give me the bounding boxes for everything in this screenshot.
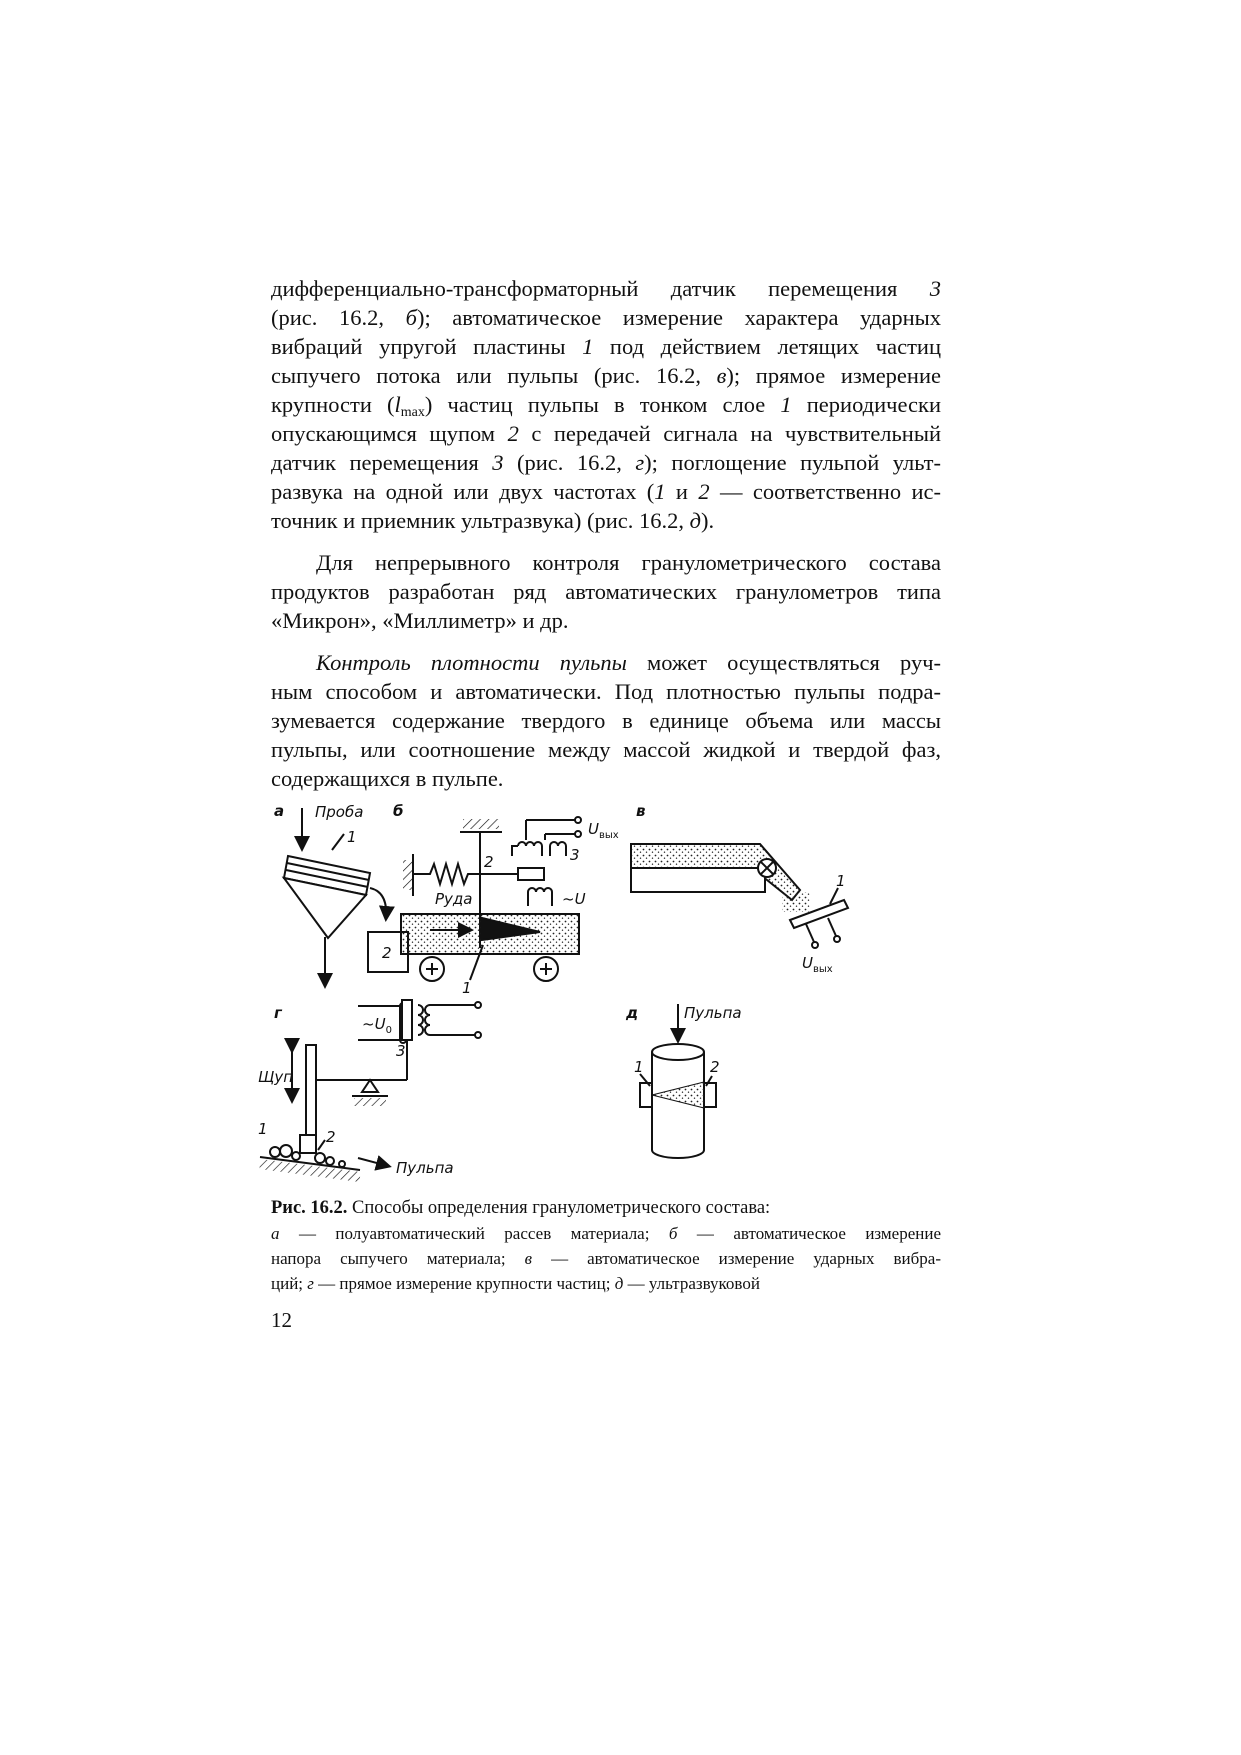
diagram-g-pulp: Пульпа <box>396 1159 454 1177</box>
diagram-a-sieve <box>274 802 408 985</box>
paragraph-2: Для непрерывного контроля гранулометрического состава продуктов разработан ряд автоматических гранулометров типа «Микрон», «Миллиметр» и др. <box>271 550 941 633</box>
diagram-a-letter: а <box>274 802 285 820</box>
diagram-b-flow-pressure <box>393 802 619 997</box>
page-number: 12 <box>271 1308 292 1332</box>
diagram-v-num-1: 1 <box>836 872 846 890</box>
diagram-g-probe <box>258 1000 481 1177</box>
diagram-a-proba-label: Проба <box>315 803 364 821</box>
diagram-b-letter: б <box>393 802 404 820</box>
diagram-a-num-1: 1 <box>347 828 357 846</box>
diagram-d-letter: д <box>626 1004 639 1022</box>
diagram-v-impact-plate <box>631 802 848 975</box>
figure-caption: Рис. 16.2. Способы определения гранулометрического состава: а — полуавтоматический рассев материала; б — автоматическое измерение напора сыпучего материала; в — автоматическое измерение ударных вибра- ций; г — прямое измерение крупности частиц; д — ультразвуковой <box>271 1198 942 1293</box>
diagram-g-probe-label: Щуп <box>258 1068 294 1086</box>
diagram-g-u0: $\sim U_0$ <box>362 1015 392 1036</box>
figure-16-2 <box>258 800 950 1180</box>
diagram-v-uout: $U_{вых}$ <box>802 954 833 975</box>
diagram-b-num-3: 3 <box>570 846 580 864</box>
paragraph-1: дифференциально-трансформаторный датчик перемещения 3 (рис. 16.2, б); автоматическое измерение характера ударных вибраций упругой пластины 1 под действием летящих частиц сыпучего потока или пульпы (рис. 16.2, в); прямое измерение крупности $(l_{max})$ частиц пульпы в тонком слое 1 периодически опускающимся щупом 2 с передачей сигнала на чувствительный датчик перемещения 3 (рис. 16.2, г); поглощение пульпой ульт- развука на одной или двух частотах (1 и 2 — соответственно ис- точник и приемник ультразвука) (рис. 16.2, д). <box>271 276 941 533</box>
diagram-v-letter: в <box>636 802 646 820</box>
diagram-g-num-2: 2 <box>326 1128 336 1146</box>
diagram-b-uout: $U_{вых}$ <box>588 820 619 841</box>
diagram-b-uac: ~U <box>562 890 586 908</box>
diagram-g-num-3: 3 <box>396 1042 406 1060</box>
diagram-d-ultrasonic <box>625 1004 742 1158</box>
paragraph-3: Контроль плотности пульпы может осуществляться руч- ным способом и автоматически. Под плотностью пульпы подра- зумевается содержание твердого в единице объема или массы пульпы, или соотношение между массой жидкой и твердой фаз, содержащихся в пульпе. <box>271 650 941 791</box>
diagram-a-num-2: 2 <box>382 944 392 962</box>
diagram-d-num-1: 1 <box>634 1058 644 1076</box>
body-text <box>271 274 941 793</box>
diagram-d-num-2: 2 <box>710 1058 720 1076</box>
diagram-b-ruda: Руда <box>435 890 473 908</box>
diagram-g-num-1: 1 <box>258 1120 268 1138</box>
diagram-b-num-2: 2 <box>484 853 494 871</box>
diagram-d-pulp: Пульпа <box>684 1004 742 1022</box>
diagram-b-num-1: 1 <box>462 979 472 997</box>
diagram-g-letter: г <box>274 1004 282 1022</box>
